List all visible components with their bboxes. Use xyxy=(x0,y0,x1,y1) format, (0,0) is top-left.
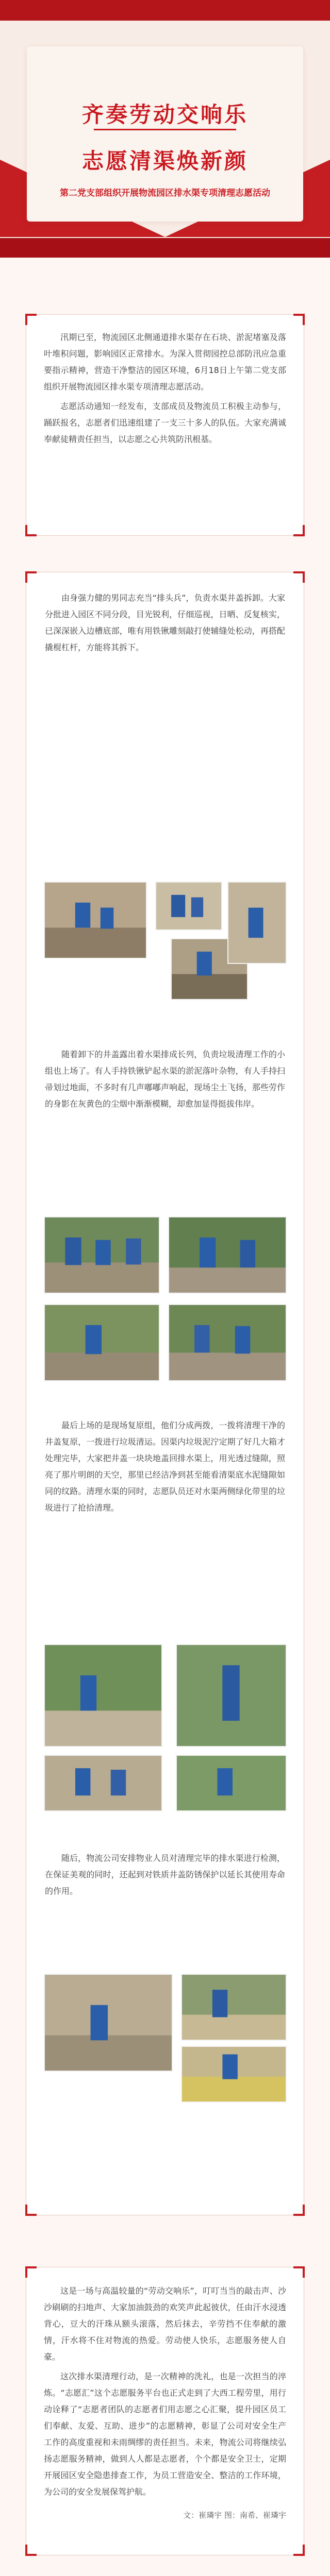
activity-photo xyxy=(176,1755,287,1811)
corner-decor xyxy=(25,525,37,536)
intro-paragraph: 汛期已至，物流园区北侧通道排水渠存在石块、淤泥堵塞及落叶堆积问题，影响园区正常排水。为深入贯彻园控总部防汛应急重要指示精神，营造干净整洁的园区环境，6月18日上午第二党支部组织开展物流园区排水渠专项清理志愿活动。 xyxy=(44,332,286,392)
corner-decor xyxy=(25,2205,37,2216)
activity-photo xyxy=(44,1304,160,1381)
header-banner xyxy=(0,0,330,258)
activity-photo xyxy=(168,1304,287,1381)
activity-photo xyxy=(44,1644,162,1747)
activity-photo xyxy=(44,882,147,959)
activity-photo xyxy=(181,2046,287,2103)
activity-photo xyxy=(155,882,222,930)
corner-decor xyxy=(293,2205,305,2216)
top-red-band xyxy=(0,0,330,21)
activity-photo xyxy=(168,1216,287,1294)
title-line-1: 齐奏劳动交响乐 xyxy=(81,102,248,127)
outro-paragraph: 这次排水渠清理行动，是一次精神的洗礼，也是一次担当的淬炼。“志愿汇”这个志愿服务平台也正式走到了大西工程劳里，用行动诠释了“志愿者团队的志愿者们用志愿之心汇聚，提升园区员工们奉献、友爱、互助、进步”的志愿精神，彰显了公司对安全生产工作的高度重视和未雨绸缪的责任担当。未来，物流公司将继续弘扬志愿服务精神，做到人人都是志愿者，个个都是安全卫士，定期开展园区安全隐患排查工作，为员工营造安全、整洁的工作环境，为公司的安全发展保驾护航。 xyxy=(44,2371,286,2497)
outro-section xyxy=(26,2267,304,2555)
corner-decor xyxy=(25,2545,37,2556)
corner-decor xyxy=(293,571,305,583)
title-line-2: 志愿清渠焕新颜 xyxy=(81,148,248,174)
activity-photo xyxy=(176,1644,287,1747)
corner-decor xyxy=(25,571,37,583)
decor-stripe xyxy=(0,238,330,258)
title-divider xyxy=(94,129,236,130)
intro-section xyxy=(26,314,304,536)
body-paragraph-2: 随着卸下的井盖露出着水渠排成长列，负责垃圾清理工作的小组也上场了。有人手持铁锹铲起水渠的淤泥落叶杂物，有人手持扫帚划过地面，不多时有几声嘟嘟声响起，现场尘土飞扬，那些劳作的身影在灰黄色的尘烟中渐渐模糊，却愈加显得挺拔伟岸。 xyxy=(45,1049,285,1109)
article-credit: 文：崔璘宇 图：南希、崔璘宇 xyxy=(183,2511,286,2520)
outro-paragraph: 这是一场与高温较量的“劳动交响乐”，叮叮当当的敲击声、沙沙刷刷的扫地声、大家加油鼓劲的欢笑声此起彼伏，任由汗水浸透背心，豆大的汗珠从额头滚落，然后抹去，辛劳挡不住奉献的激情，汗水将不住对物流的热爱。劳动使人快乐，志愿服务使人自豪。 xyxy=(44,2286,286,2362)
body-paragraph-1: 由身强力健的男同志充当“排头兵”，负责水渠井盖拆卸。大家分批进入园区不同分段，目光锐利，仔细巡视，日晒、反复核实，已深深嵌入边槽底部，唯有用铁锹雕刻敲打使辅缝处松动，再搭配撬棍杠杆，方能将其拆下。 xyxy=(45,593,285,652)
corner-decor xyxy=(293,2266,305,2278)
corner-decor xyxy=(25,314,37,325)
corner-decor xyxy=(293,314,305,325)
activity-photo xyxy=(181,1974,287,2041)
corner-decor xyxy=(25,2266,37,2278)
corner-decor xyxy=(293,2545,305,2556)
corner-decor xyxy=(293,525,305,536)
activity-photo xyxy=(44,1216,160,1294)
activity-photo xyxy=(44,1974,173,2072)
subtitle: 第二党支部组织开展物流园区排水渠专项清理志愿活动 xyxy=(60,188,270,198)
title-card xyxy=(27,46,303,222)
intro-paragraph: 志愿活动通知一经发布，支部成员及物流员工积极主动参与，踊跃报名，志愿者们迅速组建了一支三十多人的队伍。大家充满诚奉献徒精责任担当，以志愿之心共筑防汛根基。 xyxy=(44,401,286,444)
body-paragraph-3: 最后上场的是现场复原组，他们分成两拨，一拨将清理干净的井盖复原，一拨进行垃圾清运。因渠内垃圾泥泞定期了好几大箱才处理完毕，大家把井盖一块块地盖回排水渠上，用光透过缝隙，照亮了那片明朗的天空，那里已经洁净到甚至能看清渠底水泥缝隙如同的纹路。清理水渠的同时，志愿队员还对水渠两侧绿化带里的垃圾进行了抢拾清理。 xyxy=(45,1420,285,1513)
activity-photo xyxy=(227,882,287,964)
body-section xyxy=(26,572,304,2215)
body-paragraph-4: 随后，物流公司安排物业人员对清理完毕的排水渠进行检测，在保证美观的同时，还起到对铁质井盖防锈保护以延长其使用寿命的作用。 xyxy=(45,1853,285,1896)
activity-photo xyxy=(44,1755,162,1811)
